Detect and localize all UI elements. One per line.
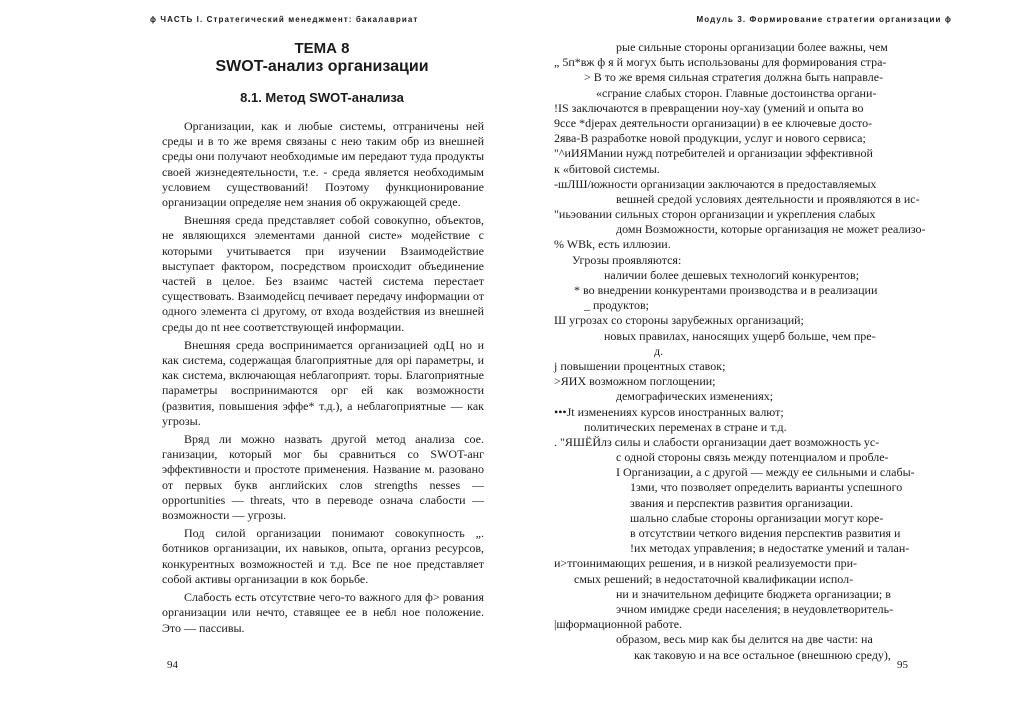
text-line: 1зми, что позволяет определить варианты успешного (630, 480, 903, 495)
text-line: _ продуктов; (584, 298, 649, 313)
section-heading: 8.1. Метод SWOT-анализа (240, 90, 404, 105)
text-line: домн Возможности, которые организация не может реализо- (616, 222, 926, 237)
text-line: Угрозы проявляются: (572, 252, 682, 267)
paragraph: Под силой организации понимают совокупность „. ботников организации, их навыков, опыта, организ ресурсов, конкурентных возможностей и т.д. Все пе ное представляет собой активы организации в кок борьбе. (162, 526, 484, 586)
text-line: ни и значительном дефиците бюджета организации; в (616, 586, 891, 601)
paragraph: Вряд ли можно назвать другой метод анализа сое. ганизации, который мог бы сравниться со SWOT-анг эффективности и простоте применения. Название м. разовано от первых букв английских слов strengths nesses — opportunities — threats, что в переводе означа слабости — возможности — угрозы. (162, 432, 484, 523)
text-line: "^иИЯМании нужд потребителей и организации эффективной (554, 146, 873, 161)
text-line: j повышении процентных ставок; (554, 358, 726, 373)
text-line: д. (654, 343, 664, 358)
text-line: с одной стороны связь между потенциалом и пробле- (616, 450, 889, 465)
text-line: образом, весь мир как бы делится на две части: на (616, 632, 873, 647)
left-body-text (162, 119, 484, 639)
text-line: «сграние слабых сторон. Главные достоинства органи- (596, 85, 877, 100)
text-line: 9ссе *djepax деятельности организации) в ее ключевые досто- (554, 115, 873, 130)
text-line: •••Jt изменениях курсов иностранных валют; (554, 404, 784, 419)
left-running-header: ϕ ЧАСТЬ I. Стратегический менеджмент: бакалавриат (150, 15, 419, 24)
text-line: политических переменах в стране и т.д. (584, 419, 787, 434)
right-body-text (554, 40, 974, 663)
text-line: шально слабые стороны организации могут коре- (630, 510, 884, 525)
text-line: % WBk, есть иллюзии. (554, 237, 671, 252)
text-line: !их методах управления; в недостатке умений и талан- (630, 541, 910, 556)
text-line: смых решений; в недостаточной квалификации испол- (574, 571, 854, 586)
text-line: >ЯИХ возможном поглощении; (554, 374, 716, 389)
text-line: > В то же время сильная стратегия должна быть направле- (584, 70, 884, 85)
text-line: . "ЯШЁЙлз силы и слабости организации дает возможность ус- (554, 434, 880, 449)
paragraph: Внешняя среда представляет собой совокупно, объектов, не являющихся элементами данной систе» модействие с которыми учитывается при изучении Взаимодействие выступает фактором, посредством происходит объединение частей в целое. Без взаимс частей система перестает существовать. Взаимодейсц печивает передачу информации от одного элемента сі другому, от входа воздействия из внешней среды до nt нее соответствующей информации. (162, 213, 484, 334)
theme-number: ТЕМА 8 (294, 40, 350, 57)
text-line: |шформационной работе. (554, 617, 683, 632)
paragraph: Организации, как и любые системы, отграничены ней среды и в то же время связаны с нею таким обр из внешней среды они получают необходимые им передают туда продукты своей жизнедеятельности, т.е. - среда является необходимым условием существований! Поэтому функционирование организации определяе нем знания об окружающей среде. (162, 119, 484, 210)
text-line: * во внедрении конкурентами производства и в реализации (574, 283, 878, 297)
paragraph: Внешняя среда воспринимается организацией одЦ но и как система, содержащая благоприятные для орі параметры, и как система, включающая неблагоприят. торы. Благоприятные параметры воспринимаются орг ей как возможности (развития, повышения эффе* т.д.), а неблагоприятные — как угрозы. (162, 337, 484, 428)
text-line: в отсутствии четкого видения перспектив развития и (630, 526, 901, 540)
text-line: эчном имидже среди населения; в неудовлетворитель- (616, 601, 894, 616)
paragraph: Слабость есть отсутствие чего-то важного для ф> рования организации или нечто, ставящее ее в небл ное положение. Это — пассивы. (162, 590, 484, 635)
text-line: 2ява-В разработке новой продукции, услуг и нового сервиса; (554, 131, 866, 146)
text-line: рые сильные стороны организации более важны, чем (616, 40, 888, 54)
text-line: Ш угрозах со стороны зарубежных организаций; (554, 313, 804, 328)
text-line: как таковую и на все остальное (внешнюю среду), (634, 647, 891, 662)
right-running-header: Модуль 3. Формирование стратегии организации ϕ (696, 15, 952, 24)
chapter-title: SWOT-анализ организации (215, 58, 429, 75)
right-page (512, 0, 1024, 725)
text-line: "иьэовании сильных сторон организации и укрепления слабых (554, 207, 876, 222)
right-page-number: 95 (897, 659, 908, 671)
text-line: „ 5п*вж ф я й могух быть использованы для формирования стра- (554, 55, 887, 70)
text-line: демографических изменениях; (616, 389, 774, 404)
text-line: I Организации, а с другой — между ее сильными и слабы- (616, 465, 915, 480)
text-line: новых правилах, наносящих ущерб больше, чем пре- (604, 328, 876, 343)
text-line: наличии более дешевых технологий конкурентов; (604, 267, 860, 282)
text-line: и>тгоинимающих решения, и в низкой реализуемости при- (554, 556, 858, 571)
text-line: к «битовой системы. (554, 161, 660, 176)
text-line: звания и перспектив развития организации. (630, 495, 853, 510)
text-line: вешней средой условиях деятельности и проявляются в ис- (616, 191, 920, 206)
left-page-number: 94 (167, 659, 178, 671)
text-line: -шЛШ/южности организации заключаются в предоставляемых (554, 176, 877, 191)
text-line: !IS заключаются в превращении ноу-хау (умений и опыта во (554, 100, 864, 115)
